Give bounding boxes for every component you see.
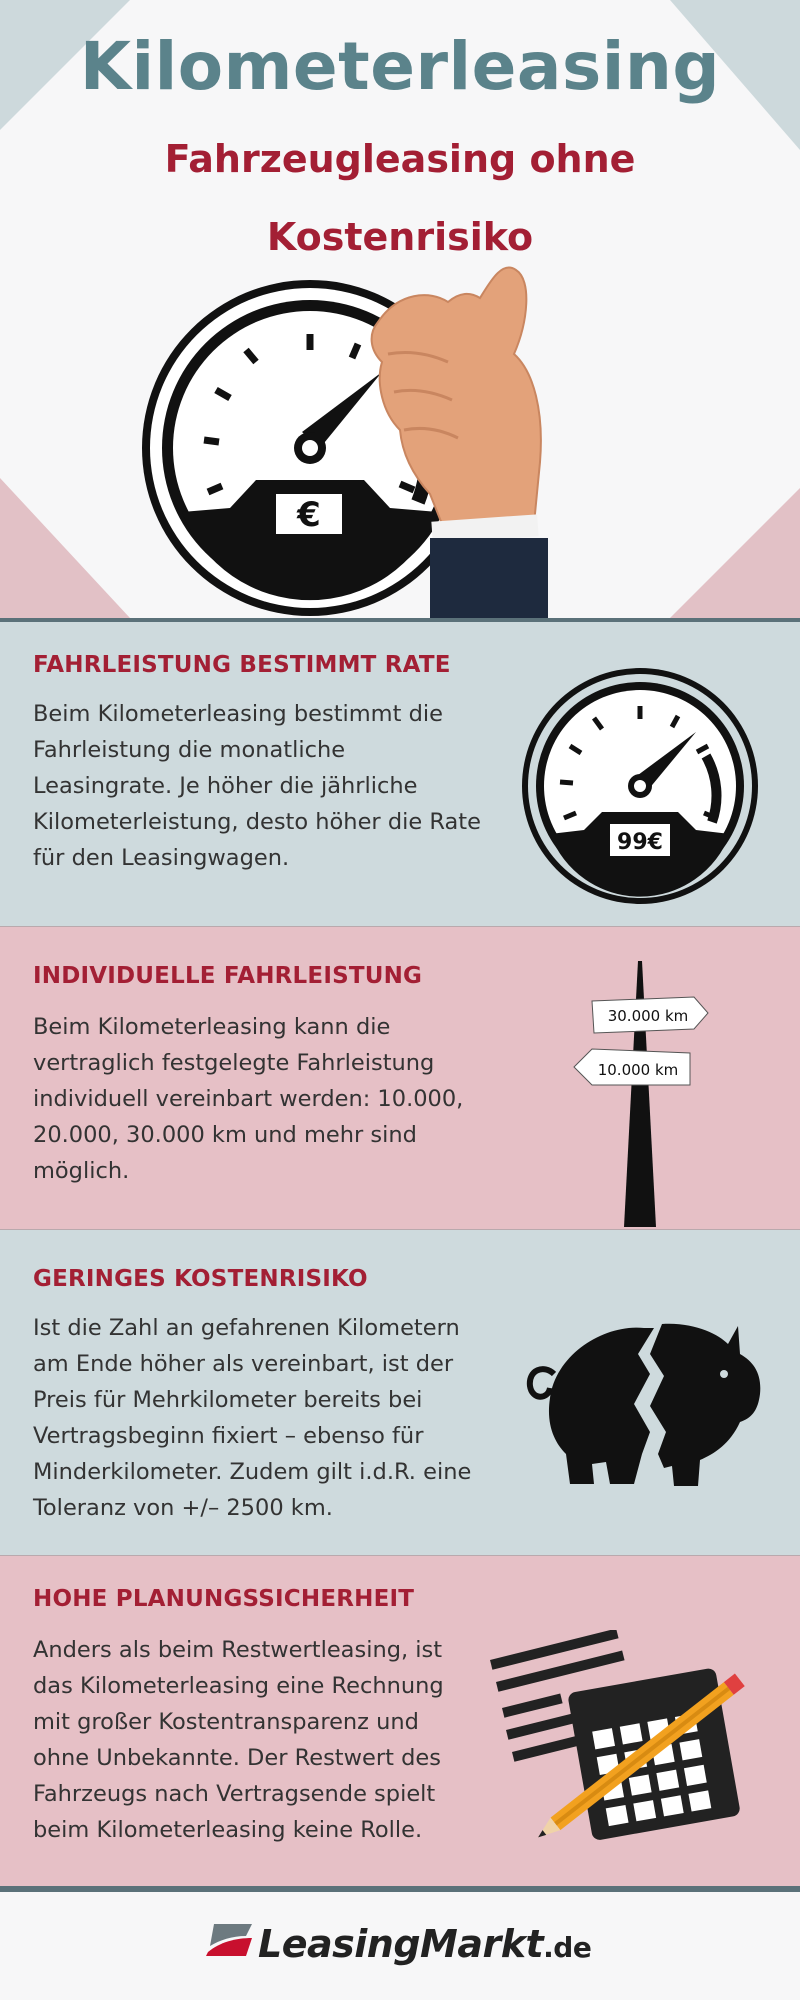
broken-piggy-bank-icon — [514, 1314, 764, 1504]
section-title: GERINGES KOSTENRISIKO — [33, 1266, 368, 1292]
section-text — [33, 1632, 503, 1848]
subtitle-line: Fahrzeugleasing ohne — [164, 137, 636, 181]
text-line: möglich. — [33, 1158, 130, 1184]
section-individuelle-fahrleistung — [0, 927, 800, 1230]
sign-top-label: 30.000 km — [607, 1007, 689, 1025]
text-line: beim Kilometerleasing keine Rolle. — [33, 1817, 423, 1843]
signpost-icon — [560, 961, 720, 1231]
text-line: Kilometerleistung, desto höher die Rate — [33, 809, 481, 835]
leasingmarkt-logo-icon — [206, 1920, 254, 1960]
brand-wordmark: LeasingMarkt — [258, 1922, 544, 1966]
text-line: Beim Kilometerleasing kann die — [33, 1014, 391, 1040]
section-title: INDIVIDUELLE FAHRLEISTUNG — [33, 963, 423, 989]
section-text — [33, 1310, 503, 1526]
section-text — [33, 696, 503, 876]
sign-bottom-label: 10.000 km — [597, 1061, 679, 1079]
text-line: am Ende höher als vereinbart, ist der — [33, 1351, 454, 1377]
corner-decoration — [670, 488, 800, 618]
hero-speedometer-thumbs-up — [130, 262, 650, 618]
calculator-pencil-icon — [490, 1630, 770, 1850]
text-line: das Kilometerleasing eine Rechnung — [33, 1673, 444, 1699]
text-line: vertraglich festgelegte Fahrleistung — [33, 1050, 435, 1076]
section-title: HOHE PLANUNGSSICHERHEIT — [33, 1586, 415, 1612]
footer — [0, 1892, 800, 2000]
text-line: 20.000, 30.000 km und mehr sind — [33, 1122, 417, 1148]
text-line: Anders als beim Restwertleasing, ist — [33, 1637, 443, 1663]
corner-decoration — [0, 478, 130, 618]
text-line: Toleranz von +/– 2500 km. — [33, 1495, 333, 1521]
text-line: Fahrleistung die monatliche — [33, 737, 346, 763]
text-line: ohne Unbekannte. Der Restwert des — [33, 1745, 441, 1771]
section-geringes-kostenrisiko — [0, 1230, 800, 1556]
text-line: für den Leasingwagen. — [33, 845, 290, 871]
text-line: Fahrzeugs nach Vertragsende spielt — [33, 1781, 436, 1807]
text-line: Ist die Zahl an gefahrenen Kilometern — [33, 1315, 460, 1341]
section-hohe-planungssicherheit — [0, 1556, 800, 1886]
page-subtitle — [120, 120, 680, 276]
text-line: individuell vereinbart werden: 10.000, — [33, 1086, 464, 1112]
speedometer-icon — [520, 666, 760, 906]
text-line: Vertragsbeginn fixiert – ebenso für — [33, 1423, 424, 1449]
text-line: Minderkilometer. Zudem gilt i.d.R. eine — [33, 1459, 472, 1485]
section-title: FAHRLEISTUNG BESTIMMT RATE — [33, 652, 451, 678]
gauge-price-label: 99€ — [617, 830, 663, 855]
text-line: Leasingrate. Je höher die jährliche — [33, 773, 418, 799]
page-title: Kilometerleasing — [79, 28, 721, 105]
text-line: Beim Kilometerleasing bestimmt die — [33, 701, 443, 727]
text-line: Preis für Mehrkilometer bereits bei — [33, 1387, 423, 1413]
section-text — [33, 1009, 503, 1189]
text-line: mit großer Kostentransparenz und — [33, 1709, 419, 1735]
section-fahrleistung-rate — [0, 622, 800, 927]
subtitle-line: Kostenrisiko — [266, 215, 534, 259]
brand-tld: .de — [543, 1931, 592, 1964]
brand-name[interactable] — [258, 1922, 591, 1966]
gauge-currency-label: € — [297, 495, 321, 535]
header — [0, 0, 800, 618]
